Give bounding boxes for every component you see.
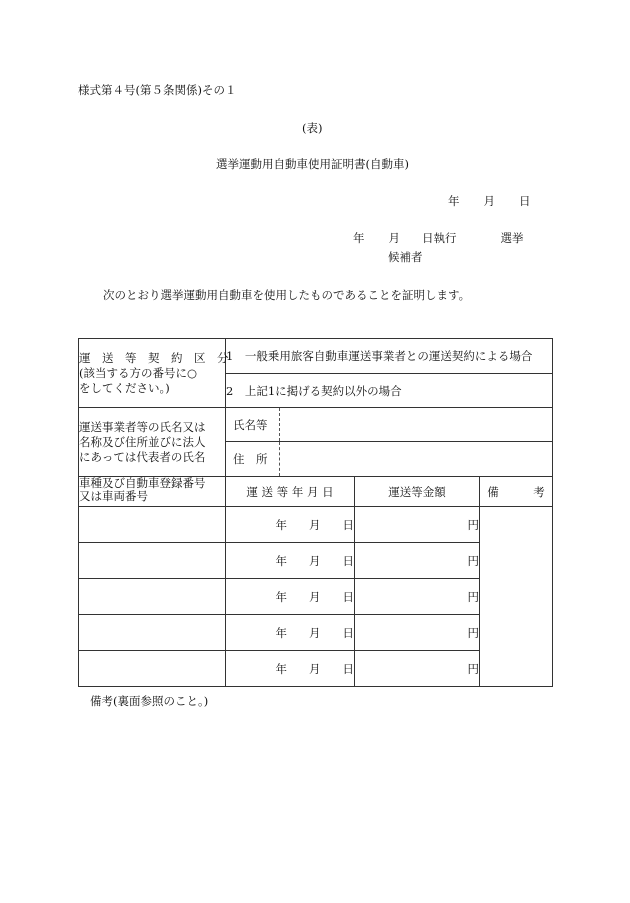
amount-cell[interactable]: 円 [355,651,480,687]
footer-note: 備考(裏面参照のこと。) [90,694,209,708]
form-number: 様式第４号(第５条関係)その１ [78,83,237,97]
election-line [353,230,524,246]
date-cell[interactable]: 年 月 日 [226,579,355,615]
operator-address-field[interactable] [226,442,553,477]
operator-name-field[interactable] [226,408,553,442]
candidate-label: 候補者 [388,250,423,264]
document-title: 選挙運動用自動車使用証明書(自動車) [216,157,409,171]
table-row [79,507,553,543]
amount-cell[interactable]: 円 [355,507,480,543]
date-cell[interactable]: 年 月 日 [226,507,355,543]
certificate-table [78,338,553,687]
vehicle-cell[interactable] [79,651,226,687]
amount-cell[interactable]: 円 [355,579,480,615]
election-year: 年 [353,231,365,245]
date-header: 運 送 等 年 月 日 [226,477,355,507]
name-label: 氏名等 [226,408,280,441]
amount-cell[interactable]: 円 [355,543,480,579]
vehicle-cell[interactable] [79,507,226,543]
amount-cell[interactable]: 円 [355,615,480,651]
date-cell[interactable]: 年 月 日 [226,543,355,579]
date-cell[interactable]: 年 月 日 [226,651,355,687]
issue-date-day: 日 [519,194,531,208]
date-cell[interactable]: 年 月 日 [226,615,355,651]
vehicle-header: 車種及び自動車登録番号 又は車両番号 [79,477,226,507]
side-label: (表) [302,121,323,135]
vehicle-cell[interactable] [79,615,226,651]
contract-type-label: 運 送 等 契 約 区 分 (該当する方の番号に○ をしてください。) [79,339,226,408]
election-label: 選挙 [500,231,524,245]
address-label: 住 所 [226,442,280,476]
issue-date-year: 年 [448,194,460,208]
issue-date [448,193,531,209]
vehicle-cell[interactable] [79,543,226,579]
statement: 次のとおり選挙運動用自動車を使用したものであることを証明します。 [103,288,471,302]
election-month: 月 [388,231,400,245]
issue-date-month: 月 [483,194,495,208]
operator-label: 運送事業者等の氏名又は 名称及び住所並びに法人 にあっては代表者の氏名 [79,408,226,477]
amount-header: 運送等金額 [355,477,480,507]
contract-option-2[interactable]: 2 上記1に掲げる契約以外の場合 [226,374,553,408]
remarks-header: 備 考 [480,477,553,507]
election-day-exec: 日執行 [422,231,457,245]
contract-option-1[interactable]: 1 一般乗用旅客自動車運送事業者との運送契約による場合 [226,339,553,374]
remarks-cell[interactable] [480,507,553,687]
vehicle-cell[interactable] [79,579,226,615]
